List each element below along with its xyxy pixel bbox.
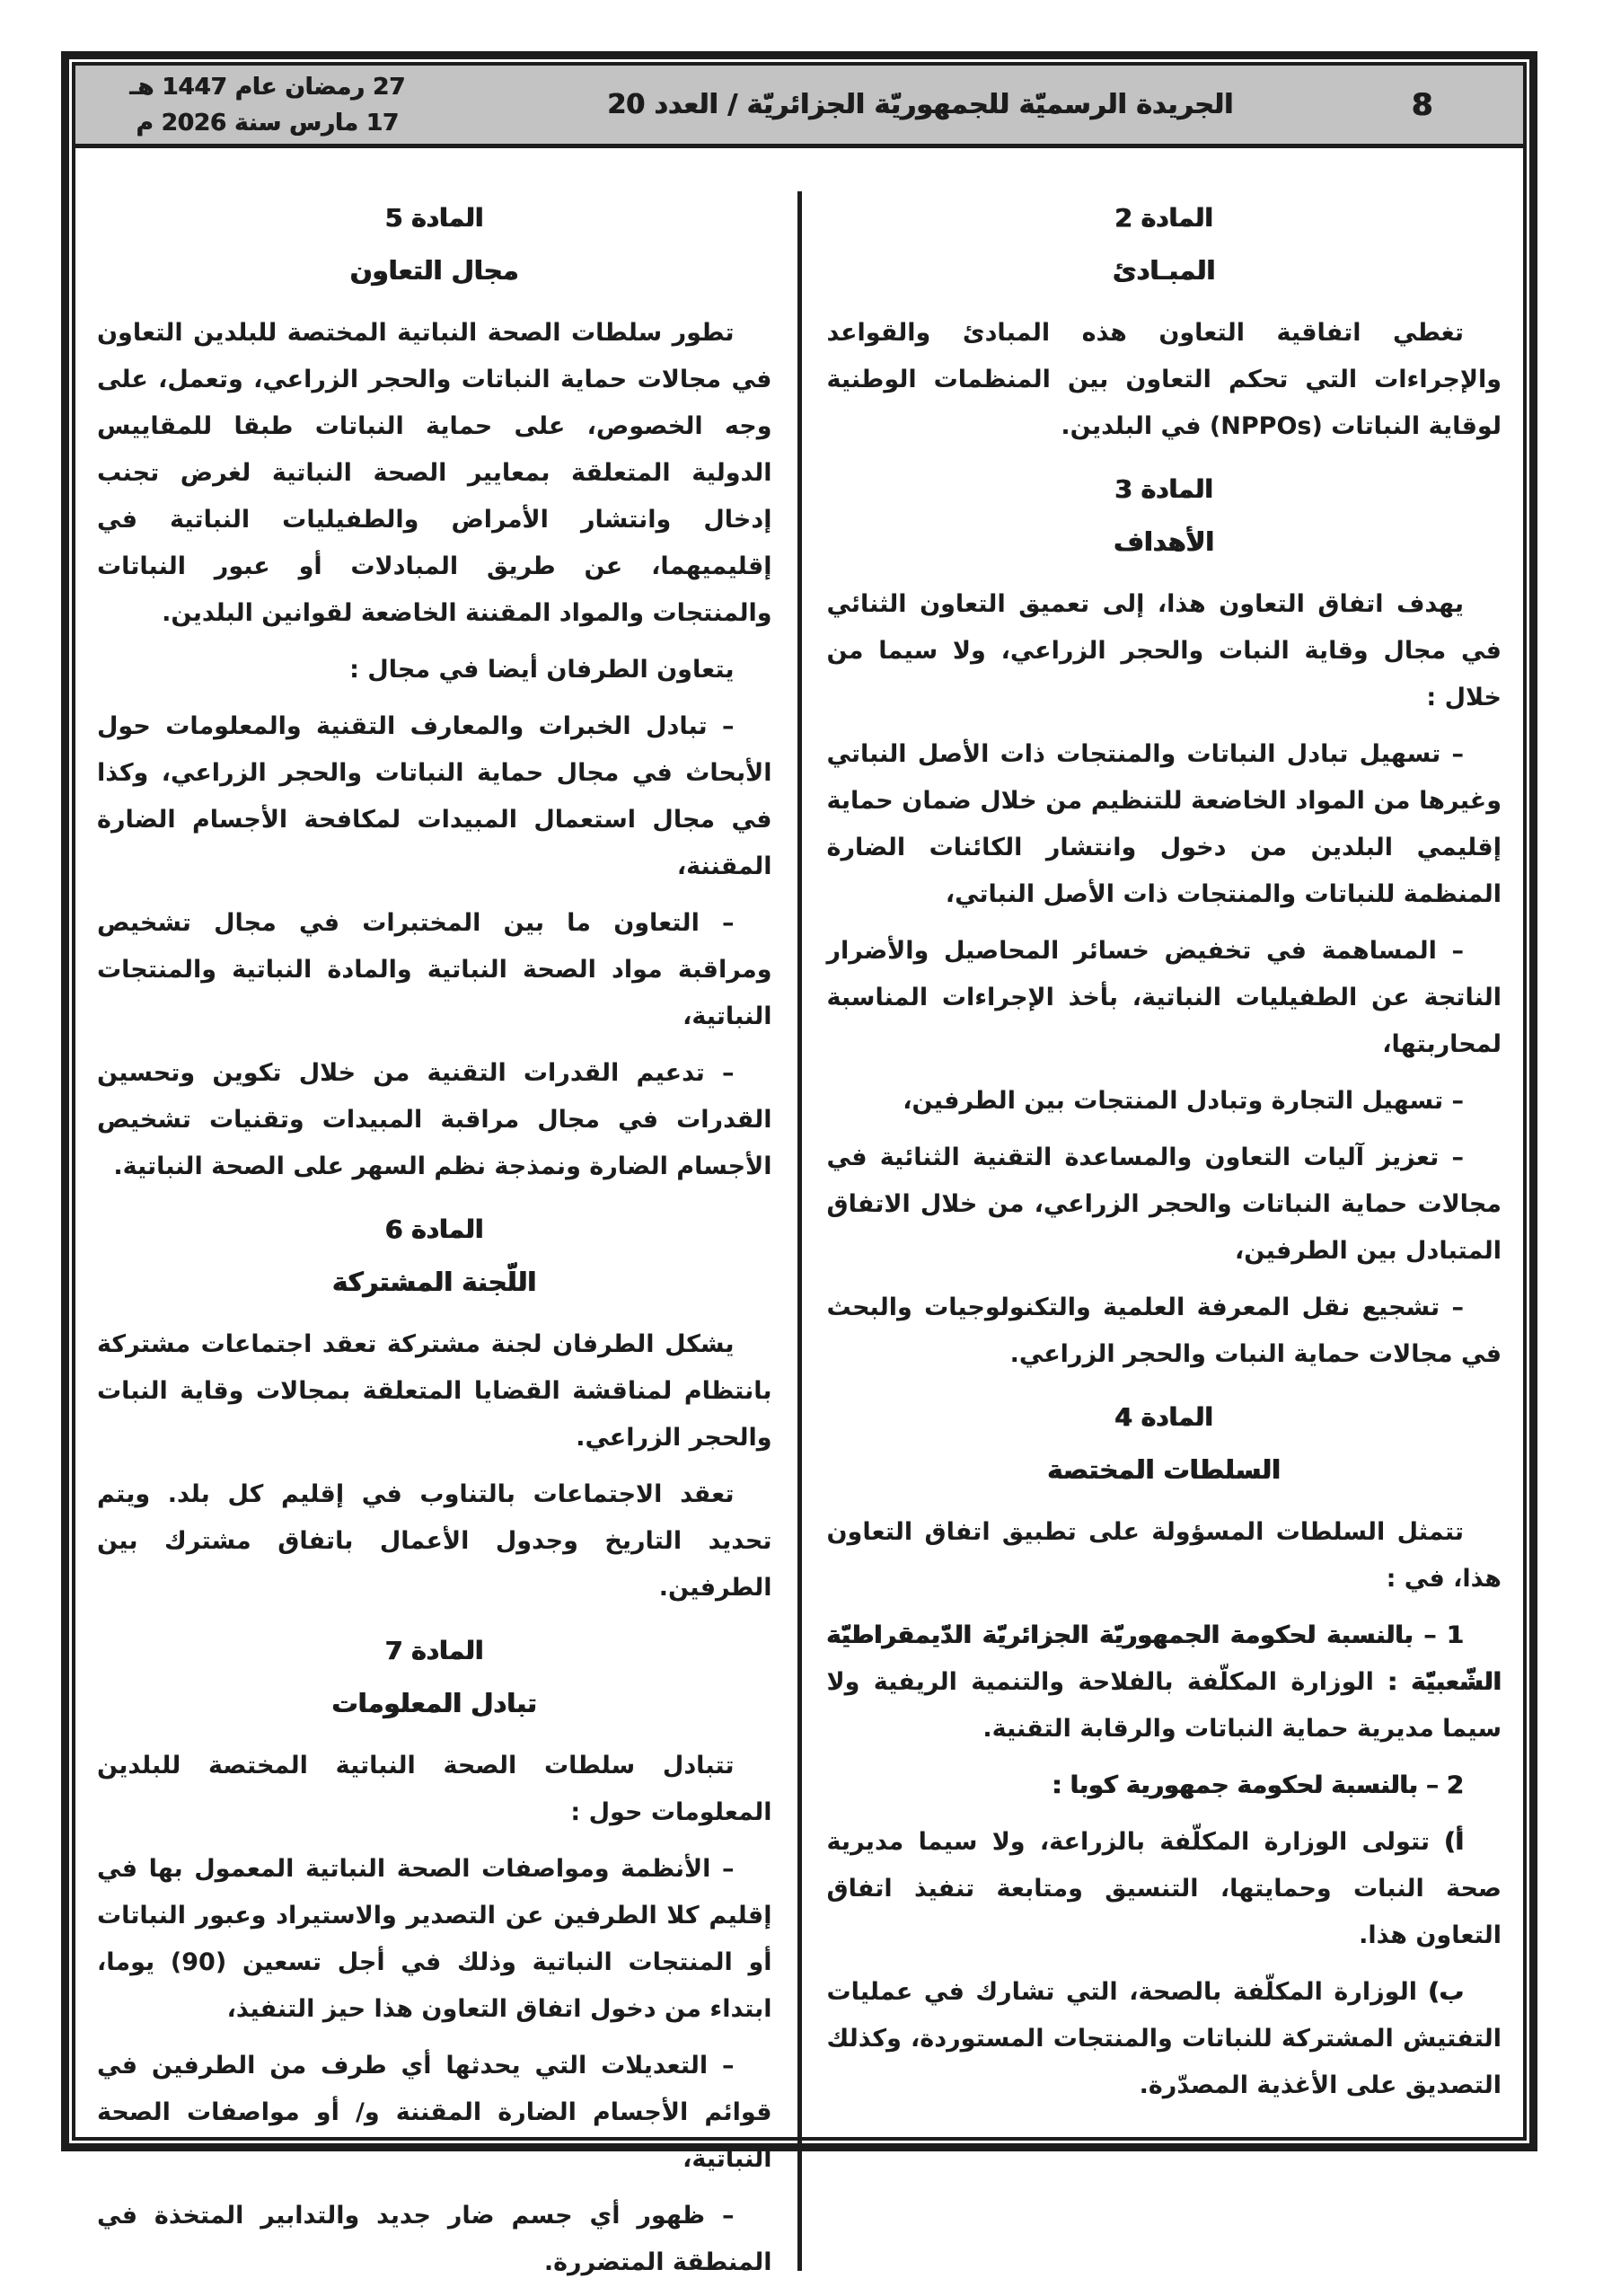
article-number: المادة 7 [384, 1636, 484, 1665]
header-dates [106, 69, 429, 141]
list-item: – ظهور أي جسم ضار جديد والتدابير المتخذة في المنطقة المتضررة. [97, 2202, 772, 2276]
paragraph [827, 1762, 1502, 1809]
article-title: اللّجنة المشتركة [332, 1267, 537, 1297]
bold-lead: 2 – بالنسبة لحكومة جمهورية كوبا : [1052, 1771, 1464, 1799]
article-title: الأهداف [1114, 526, 1215, 557]
paragraph: تطور سلطات الصحة النباتية المختصة للبلدين التعاون في مجالات حماية النباتات والحجر الزراعي، وتعمل، على وجه الخصوص، على حماية النباتات طبقا للمقاييس الدولية المتعلقة بمعايير الصحة النباتية لغرض تجنب إدخال وانتشار الأمراض والطفيليات النباتية في إقليميهما، عن طريق المبادلات أو عبور النباتات والمنتجات والمواد المقننة الخاضعة لقوانين البلدين. [97, 319, 772, 627]
list-item: – تسهيل التجارة وتبادل المنتجات بين الطرفين، [903, 1087, 1464, 1115]
bold-lead: ب) [1428, 1978, 1464, 2006]
list-item: – تبادل الخبرات والمعارف التقنية والمعلومات حول الأبحاث في مجال حماية النباتات والحجر الزراعي، وكذا في مجال استعمال المبيدات لمكافحة الأجسام الضارة المقننة، [97, 712, 772, 880]
list-item: – تسهيل تبادل النباتات والمنتجات ذات الأصل النباتي وغيرها من المواد الخاضعة للتنظيم من خلال ضمان حماية إقليمي البلدين من دخول وانتشار الكائنات الضارة المنظمة للنباتات والمنتجات ذات الأصل النباتي، [826, 740, 1502, 908]
page-frame [61, 51, 1537, 2276]
list-item: – التعاون ما بين المختبرات في مجال تشخيص ومراقبة مواد الصحة النباتية والمادة النباتية والمنتجات النباتية، [97, 909, 772, 1030]
paragraph: 1 – بالنسبة لحكومة الجمهوريّة الجزائريّة الدّيمقراطيّة الشّعبيّة : الوزارة المكلّفة بالفلاحة والتنمية الريفية ولا سيما مديرية حماية النباتات والرقابة التقنية. [826, 1621, 1502, 1743]
article-number: المادة 3 [1114, 474, 1214, 504]
column-right [827, 148, 1502, 2296]
article-title: السلطات المختصة [1047, 1454, 1282, 1485]
paragraph: تغطي اتفاقية التعاون هذه المبادئ والقواعد والإجراءات التي تحكم التعاون بين المنظمات الوطنية لوقاية النباتات (NPPOs) في البلدين. [826, 319, 1502, 440]
article-number: المادة 5 [384, 203, 484, 233]
list-item: – تدعيم القدرات التقنية من خلال تكوين وتحسين القدرات في مجال مراقبة المبيدات وتقنيات تشخيص الأجسام الضارة ونمذجة نظم السهر على الصحة النباتية. [97, 1059, 772, 1180]
list-item: – المساهمة في تخفيض خسائر المحاصيل والأضرار الناتجة عن الطفيليات النباتية، بأخذ الإجراءات المناسبة لمحاربتها، [826, 937, 1502, 1058]
gazette-title: الجريدة الرسميّة للجمهوريّة الجزائريّة / العدد 20 [607, 89, 1234, 120]
paragraph: يتعاون الطرفان أيضا في مجال : [349, 656, 735, 684]
list-item: – التعديلات التي يحدثها أي طرف من الطرفين في قوائم الأجسام الضارة المقننة و/ أو مواصفات الصحة النباتية، [97, 2052, 772, 2173]
bold-lead: أ) [1444, 1828, 1464, 1856]
paragraph: تتبادل سلطات الصحة النباتية المختصة للبلدين المعلومات حول : [97, 1752, 772, 1826]
article-title: المبـادئ [1113, 255, 1216, 286]
page-header [75, 66, 1523, 148]
date-hijri: 27 رمضان عام 1447 هـ [129, 73, 406, 101]
column-divider [797, 191, 802, 2271]
date-gregorian: 17 مارس سنة 2026 م [136, 109, 400, 137]
paragraph: تعقد الاجتماعات بالتناوب في إقليم كل بلد. ويتم تحديد التاريخ وجدول الأعمال باتفاق مشترك بين الطرفين. [97, 1480, 772, 1602]
article-title: تبادل المعلومات [331, 1688, 537, 1718]
page-number: 8 [1412, 86, 1433, 123]
list-item: – الأنظمة ومواصفات الصحة النباتية المعمول بها في إقليم كلا الطرفين عن التصدير والاستيراد وعبور النباتات أو المنتجات النباتية وذلك في أجل تسعين (90) يوما، ابتداء من دخول اتفاق التعاون هذا حيز التنفيذ، [97, 1855, 772, 2023]
paragraph: يهدف اتفاق التعاون هذا، إلى تعميق التعاون الثنائي في مجال وقاية النبات والحجر الزراعي، ولا سيما من خلال : [826, 590, 1502, 711]
paragraph: أ) تتولى الوزارة المكلّفة بالزراعة، ولا سيما مديرية صحة النبات وحمايتها، التنسيق ومتابعة تنفيذ اتفاق التعاون هذا. [826, 1828, 1502, 1949]
list-item: – تشجيع نقل المعرفة العلمية والتكنولوجيات والبحث في مجالات حماية النبات والحجر الزراعي. [826, 1294, 1502, 1368]
article-title: مجال التعاون [349, 255, 519, 286]
page-frame-inner [72, 62, 1527, 2276]
column-left [97, 148, 772, 2296]
article-number: المادة 6 [384, 1214, 484, 1244]
bold-lead: 1 – بالنسبة لحكومة الجمهوريّة الجزائريّة الدّيمقراطيّة الشّعبيّة : [826, 1621, 1502, 1696]
paragraph: يشكل الطرفان لجنة مشتركة تعقد اجتماعات مشتركة بانتظام لمناقشة القضايا المتعلقة بمجالات وقاية النبات والحجر الزراعي. [97, 1330, 772, 1452]
list-item: – تعزيز آليات التعاون والمساعدة التقنية الثنائية في مجالات حماية النباتات والحجر الزراعي، من خلال الاتفاق المتبادل بين الطرفين، [826, 1144, 1502, 1265]
body-columns [75, 148, 1523, 2296]
article-number: المادة 2 [1114, 203, 1214, 233]
paragraph: ب) الوزارة المكلّفة بالصحة، التي تشارك في عمليات التفتيش المشتركة للنباتات والمنتجات المستوردة، وكذلك التصديق على الأغذية المصدّرة. [826, 1978, 1502, 2099]
article-number: المادة 4 [1114, 1402, 1214, 1432]
paragraph: تتمثل السلطات المسؤولة على تطبيق اتفاق التعاون هذا، في : [826, 1518, 1502, 1593]
